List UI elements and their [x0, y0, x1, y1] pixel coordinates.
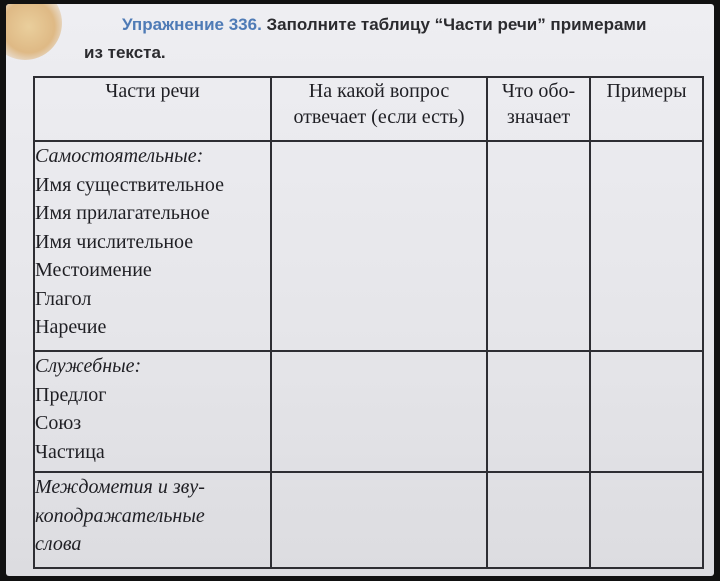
list-item: Имя числительное — [35, 230, 194, 253]
parts-of-speech-table — [33, 76, 704, 569]
list-item: Наречие — [35, 316, 107, 338]
textbook-page — [6, 4, 714, 576]
answer-cell[interactable] — [271, 472, 487, 568]
category-cell-auxiliary — [34, 351, 271, 472]
answer-cell[interactable] — [590, 351, 703, 472]
answer-cell[interactable] — [271, 141, 487, 351]
corner-decoration — [6, 4, 62, 60]
exercise-instruction: Заполните таблицу “Части речи” примерами — [266, 15, 647, 34]
list-item: Местоимение — [35, 259, 152, 281]
group-title: Служебные: — [35, 355, 142, 377]
table-row — [34, 141, 703, 351]
header-question: На какой вопрос отвечает (если есть) — [271, 77, 487, 141]
answer-cell[interactable] — [590, 472, 703, 568]
answer-cell[interactable] — [271, 351, 487, 472]
category-cell-independent — [34, 141, 271, 351]
exercise-heading — [122, 14, 712, 36]
list-item: Глагол — [35, 287, 92, 310]
list-item: Имя прилагательное — [35, 202, 210, 224]
group-title: Междометия и зву- коподражательные слова — [35, 476, 205, 555]
table-header-row — [34, 77, 703, 141]
list-item: Имя существительное — [35, 173, 224, 196]
exercise-instruction-continued: из текста. — [84, 43, 166, 62]
list-item: Частица — [35, 440, 105, 463]
exercise-number: Упражнение 336. — [122, 15, 262, 34]
table-row — [34, 351, 703, 472]
list-item: Предлог — [35, 383, 107, 406]
group-title: Самостоятельные: — [35, 145, 204, 167]
header-examples: Примеры — [590, 77, 703, 141]
header-parts-of-speech: Части речи — [34, 77, 271, 141]
answer-cell[interactable] — [487, 141, 590, 351]
answer-cell[interactable] — [487, 472, 590, 568]
list-item: Союз — [35, 412, 82, 434]
answer-cell[interactable] — [487, 351, 590, 472]
table-row — [34, 472, 703, 568]
header-meaning: Что обо- значает — [487, 77, 590, 141]
answer-cell[interactable] — [590, 141, 703, 351]
category-cell-interjections — [34, 472, 271, 568]
